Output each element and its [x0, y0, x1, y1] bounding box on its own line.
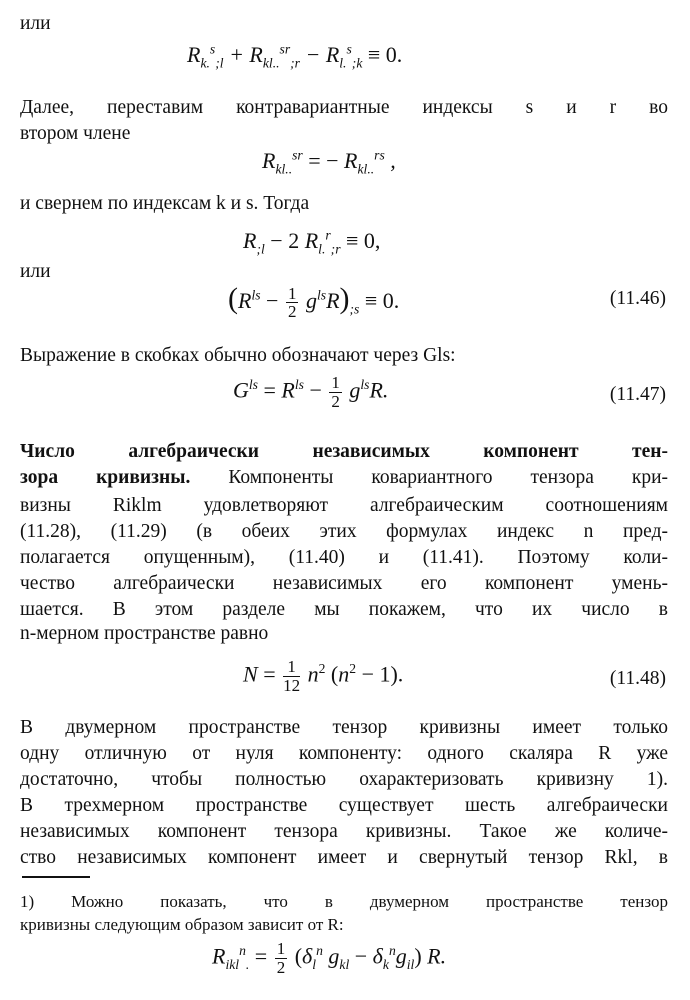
equation-11-46: ($R^{ls}$ − $\frac{1}{2}$ $g^{ls}R)_{;s} \equiv 0$. — [228, 282, 400, 322]
text-line: втором члене — [20, 123, 131, 144]
text-line: (11.28), (11.29) (в обеих этих формулах индекс n пред- — [20, 521, 668, 542]
equation-11-48: N = $\frac{1}{12}$ $n^2$ $(n^2 - 1)$. — [243, 657, 404, 695]
section-heading: зора кривизны. — [20, 467, 191, 488]
text-line: В трехмерном пространстве существует шесть алгебраически — [20, 795, 668, 816]
text-line — [20, 466, 668, 489]
equation-number: (11.47) — [609, 384, 666, 405]
equation-footnote: $R_{ikl}^n_.$ = $\frac{1}{2}$ ($\delta_l^n$ $g_{kl} - \delta_k^ng_{il}$) R. — [212, 939, 447, 977]
equation-number: (11.46) — [609, 288, 666, 309]
equation-number: (11.48) — [609, 668, 666, 689]
text-line: n-мерном пространстве равно — [20, 623, 269, 644]
text-line: или — [20, 261, 51, 282]
footnote-divider — [22, 876, 90, 878]
equation-curvature-identity: $R_{k.}^s_{;l} + R_{kl..}^{sr}_{;r} - R_{l.}^s_{;k} \equiv 0$. — [187, 41, 403, 71]
text-line: и свернем по индексам k и s. Тогда — [20, 193, 310, 214]
equation-index-swap: $R_{kl..}^{sr}$ = − $R_{kl..}^{rs}$ , — [262, 147, 396, 177]
equation-contracted: $R_{;l} - 2$ $R_{l.}^r_{;r} \equiv 0$, — [243, 227, 381, 257]
text-line: Далее, переставим контравариантные индексы s и r во — [20, 97, 668, 118]
section-heading: Число алгебраически независимых компонент тен- — [20, 441, 668, 462]
text-span: Компоненты ковариантного тензора кри- — [190, 467, 668, 488]
text-line — [20, 440, 668, 463]
equation-11-47: $G^{ls} = R^{ls}$ − $\frac{1}{2}$ $g^{ls}R$. — [233, 373, 389, 411]
text-line: ство независимых компонент имеет и свернутый тензор Rkl, в — [20, 847, 668, 868]
footnote-line: кривизны следующим образом зависит от R: — [20, 915, 344, 934]
text-line: полагается опущенным), (11.40) и (11.41). Поэтому коли- — [20, 547, 668, 568]
text-line: шается. В этом разделе мы покажем, что их число в — [20, 599, 668, 620]
text-line: одну отличную от нуля компоненту: одного скаляра R уже — [20, 743, 668, 764]
text-line: чество алгебраически независимых его компонент умень- — [20, 573, 668, 594]
text-line: В двумерном пространстве тензор кривизны имеет только — [20, 717, 668, 738]
text-line: или — [20, 13, 51, 34]
text-line: визны Riklm удовлетворяют алгебраическим соотношениям — [20, 495, 668, 516]
text-line: Выражение в скобках обычно обозначают через Gls: — [20, 345, 456, 366]
text-line: независимых компонент тензора кривизны. Такое же количе- — [20, 821, 668, 842]
footnote-line: 1) Можно показать, что в двумерном пространстве тензор — [20, 892, 668, 911]
text-line: достаточно, чтобы полностью охарактеризовать кривизну 1). — [20, 769, 668, 790]
